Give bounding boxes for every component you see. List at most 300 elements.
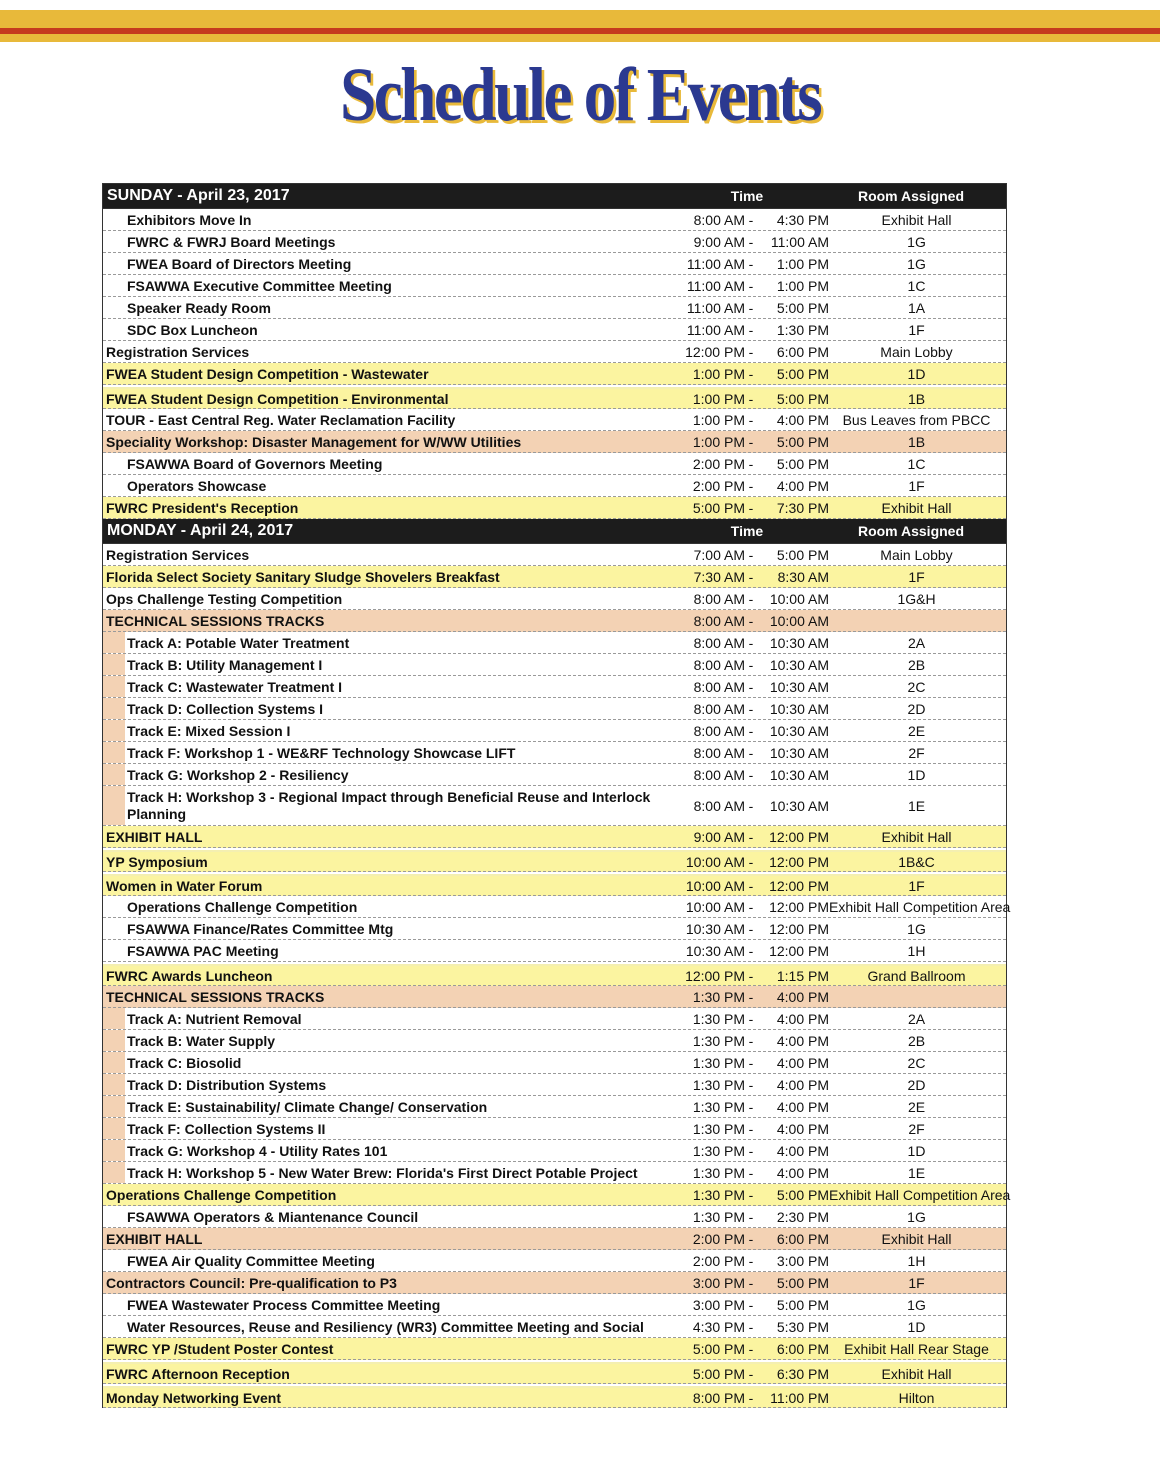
event-row bbox=[103, 253, 1006, 275]
event-start-time: 1:30 PM bbox=[692, 1142, 745, 1159]
time-separator: - bbox=[748, 546, 754, 563]
event-end-time: 12:00 PM bbox=[769, 920, 829, 937]
event-start-time: 8:00 AM bbox=[693, 766, 745, 783]
event-end-time: 4:00 PM bbox=[776, 1054, 829, 1071]
event-start-time: 11:00 AM bbox=[686, 255, 745, 272]
event-room: 2A bbox=[907, 1010, 926, 1027]
event-room: 2D bbox=[907, 700, 926, 717]
event-room: Main Lobby bbox=[880, 546, 953, 563]
event-row bbox=[103, 720, 1006, 742]
event-start-time: 10:00 AM bbox=[685, 898, 745, 915]
day-label: MONDAY - April 24, 2017 bbox=[107, 522, 294, 539]
event-end-time: 4:00 PM bbox=[776, 1142, 829, 1159]
event-row bbox=[103, 363, 1006, 385]
day-label: SUNDAY - April 23, 2017 bbox=[107, 187, 290, 204]
event-start-time: 8:00 AM bbox=[693, 678, 745, 695]
event-end-time: 6:30 PM bbox=[776, 1365, 829, 1382]
event-row bbox=[103, 632, 1006, 654]
event-row bbox=[103, 1386, 1006, 1408]
event-room: Hilton bbox=[898, 1389, 935, 1406]
event-room: 2F bbox=[908, 744, 925, 761]
event-end-time: 4:00 PM bbox=[776, 477, 829, 494]
event-end-time: 11:00 PM bbox=[770, 1389, 829, 1406]
time-separator: - bbox=[748, 1230, 754, 1247]
event-start-time: 1:00 PM bbox=[692, 365, 745, 382]
event-room: 2E bbox=[907, 1098, 926, 1115]
event-room: 2F bbox=[908, 1120, 925, 1137]
event-name: FWRC Awards Luncheon bbox=[106, 967, 273, 984]
event-start-time: 1:30 PM bbox=[692, 1098, 745, 1115]
event-end-time: 10:30 AM bbox=[769, 744, 829, 761]
event-start-time: 1:30 PM bbox=[692, 1076, 745, 1093]
event-row bbox=[103, 1184, 1011, 1206]
event-name: Track B: Water Supply bbox=[127, 1032, 276, 1049]
event-start-time: 12:00 PM bbox=[685, 343, 745, 360]
time-separator: - bbox=[748, 1340, 754, 1357]
event-end-time: 12:00 PM bbox=[769, 828, 829, 845]
event-row bbox=[103, 475, 1006, 497]
event-room: Exhibit Hall bbox=[881, 1230, 952, 1247]
event-end-time: 10:30 AM bbox=[769, 797, 829, 814]
room-column-header: Room Assigned bbox=[857, 523, 965, 539]
schedule-table bbox=[102, 183, 1011, 1408]
event-room: 1D bbox=[907, 365, 926, 382]
time-separator: - bbox=[748, 988, 754, 1005]
event-start-time: 7:00 AM bbox=[693, 546, 745, 563]
event-start-time: 10:30 AM bbox=[685, 920, 745, 937]
event-name: Operations Challenge Competition bbox=[106, 1186, 337, 1203]
event-row bbox=[103, 1140, 1006, 1162]
event-name: SDC Box Luncheon bbox=[127, 321, 258, 338]
event-end-time: 8:30 AM bbox=[777, 568, 829, 585]
event-start-time: 11:00 AM bbox=[686, 299, 745, 316]
event-start-time: 10:00 AM bbox=[685, 853, 745, 870]
time-separator: - bbox=[748, 656, 754, 673]
event-row bbox=[103, 1272, 1006, 1294]
event-end-time: 5:00 PM bbox=[776, 1186, 829, 1203]
event-room: 1D bbox=[907, 1318, 926, 1335]
room-column-header: Room Assigned bbox=[857, 188, 965, 204]
event-start-time: 7:30 AM bbox=[693, 568, 745, 585]
event-end-time: 10:00 AM bbox=[769, 590, 829, 607]
event-room: 1C bbox=[907, 277, 926, 294]
event-room: 1G bbox=[907, 1296, 926, 1313]
time-separator: - bbox=[748, 1296, 754, 1313]
event-name: Track F: Collection Systems II bbox=[127, 1120, 326, 1137]
event-end-time: 1:00 PM bbox=[776, 255, 829, 272]
event-row bbox=[103, 431, 1006, 453]
event-room: 1H bbox=[907, 942, 926, 959]
event-room: 1B&C bbox=[898, 853, 935, 870]
event-start-time: 1:30 PM bbox=[692, 1208, 745, 1225]
event-room: 2D bbox=[907, 1076, 926, 1093]
event-row bbox=[103, 409, 1006, 431]
event-name: EXHIBIT HALL bbox=[106, 828, 203, 845]
event-row bbox=[103, 1206, 1006, 1228]
time-separator: - bbox=[748, 1208, 754, 1225]
time-separator: - bbox=[748, 390, 754, 407]
event-start-time: 8:00 AM bbox=[693, 722, 745, 739]
event-name: Track C: Wastewater Treatment I bbox=[127, 678, 343, 695]
event-name: FWEA Air Quality Committee Meeting bbox=[127, 1252, 375, 1269]
event-name: FWRC YP /Student Poster Contest bbox=[106, 1340, 334, 1357]
event-room: 1D bbox=[907, 1142, 926, 1159]
time-separator: - bbox=[748, 1076, 754, 1093]
event-end-time: 10:30 AM bbox=[769, 678, 829, 695]
event-end-time: 6:00 PM bbox=[776, 1230, 829, 1247]
time-separator: - bbox=[748, 797, 754, 814]
time-separator: - bbox=[748, 477, 754, 494]
time-separator: - bbox=[748, 1252, 754, 1269]
event-row bbox=[103, 453, 1006, 475]
day-header bbox=[103, 184, 1006, 209]
event-name: FWRC & FWRJ Board Meetings bbox=[127, 233, 336, 250]
event-name: TOUR - East Central Reg. Water Reclamation Facility bbox=[106, 411, 456, 428]
event-name: FSAWWA Operators & Miantenance Council bbox=[127, 1208, 419, 1225]
event-row bbox=[103, 1294, 1006, 1316]
event-room: Exhibit Hall Competition Area bbox=[829, 898, 1011, 915]
event-row bbox=[103, 1162, 1006, 1184]
time-separator: - bbox=[748, 277, 754, 294]
event-start-time: 8:00 AM bbox=[693, 797, 745, 814]
event-end-time: 1:30 PM bbox=[776, 321, 829, 338]
event-row bbox=[103, 1118, 1006, 1140]
time-separator: - bbox=[748, 766, 754, 783]
event-start-time: 1:00 PM bbox=[692, 433, 745, 450]
event-name: Contractors Council: Pre-qualification to P3 bbox=[106, 1274, 397, 1291]
event-start-time: 1:00 PM bbox=[692, 390, 745, 407]
time-column-header: Time bbox=[730, 188, 764, 204]
event-end-time: 10:30 AM bbox=[769, 700, 829, 717]
event-row bbox=[103, 297, 1006, 319]
event-end-time: 4:00 PM bbox=[776, 1120, 829, 1137]
event-end-time: 5:00 PM bbox=[776, 455, 829, 472]
event-end-time: 10:30 AM bbox=[769, 766, 829, 783]
event-row bbox=[103, 566, 1006, 588]
event-name: Florida Select Society Sanitary Sludge Shovelers Breakfast bbox=[106, 568, 500, 585]
event-name: Ops Challenge Testing Competition bbox=[106, 590, 343, 607]
event-row bbox=[103, 764, 1006, 786]
event-name: FSAWWA Executive Committee Meeting bbox=[127, 277, 392, 294]
time-separator: - bbox=[748, 828, 754, 845]
event-row bbox=[103, 341, 1006, 363]
event-room: Exhibit Hall Rear Stage bbox=[844, 1340, 989, 1357]
event-end-time: 5:00 PM bbox=[776, 365, 829, 382]
event-start-time: 1:30 PM bbox=[692, 1010, 745, 1027]
event-row bbox=[103, 1052, 1006, 1074]
event-row bbox=[103, 588, 1006, 610]
event-end-time: 6:00 PM bbox=[776, 1340, 829, 1357]
event-name: FWRC Afternoon Reception bbox=[106, 1365, 290, 1382]
event-start-time: 4:30 PM bbox=[692, 1318, 745, 1335]
event-name: FWEA Wastewater Process Committee Meeting bbox=[127, 1296, 441, 1313]
time-separator: - bbox=[748, 678, 754, 695]
event-room: 2B bbox=[907, 1032, 926, 1049]
event-room: 1A bbox=[907, 299, 926, 316]
event-row bbox=[103, 209, 1006, 231]
event-end-time: 5:00 PM bbox=[776, 546, 829, 563]
event-end-time: 10:30 AM bbox=[769, 634, 829, 651]
time-separator: - bbox=[748, 499, 754, 516]
event-room: 2C bbox=[907, 678, 926, 695]
event-end-time: 3:00 PM bbox=[776, 1252, 829, 1269]
event-start-time: 12:00 PM bbox=[685, 967, 745, 984]
event-name: Registration Services bbox=[106, 343, 250, 360]
time-separator: - bbox=[748, 612, 754, 629]
event-name: FWEA Student Design Competition - Wastewater bbox=[106, 365, 429, 382]
event-start-time: 8:00 AM bbox=[693, 211, 745, 228]
event-room: Exhibit Hall Competition Area bbox=[829, 1186, 1011, 1203]
event-start-time: 10:00 AM bbox=[685, 877, 745, 894]
time-separator: - bbox=[748, 299, 754, 316]
event-row bbox=[103, 1250, 1006, 1272]
event-name: TECHNICAL SESSIONS TRACKS bbox=[106, 988, 325, 1005]
event-name: Track H: Workshop 5 - New Water Brew: Florida's First Direct Potable Project bbox=[127, 1164, 638, 1181]
time-separator: - bbox=[748, 233, 754, 250]
event-row bbox=[103, 940, 1006, 962]
event-name: Track C: Biosolid bbox=[127, 1054, 242, 1071]
event-row bbox=[103, 1228, 1006, 1250]
event-start-time: 8:00 AM bbox=[693, 590, 745, 607]
event-name: Speciality Workshop: Disaster Management for W/WW Utilities bbox=[106, 433, 522, 450]
event-end-time: 11:00 AM bbox=[770, 233, 829, 250]
time-separator: - bbox=[748, 634, 754, 651]
event-start-time: 5:00 PM bbox=[692, 1365, 745, 1382]
event-room: 2B bbox=[907, 656, 926, 673]
event-end-time: 5:00 PM bbox=[776, 1274, 829, 1291]
event-room: 1D bbox=[907, 766, 926, 783]
event-start-time: 1:30 PM bbox=[692, 1164, 745, 1181]
event-room: 1B bbox=[907, 433, 926, 450]
event-room: 1B bbox=[907, 390, 926, 407]
event-row bbox=[103, 1362, 1006, 1384]
event-room: Bus Leaves from PBCC bbox=[842, 411, 991, 428]
event-start-time: 1:30 PM bbox=[692, 1054, 745, 1071]
top-gold-band bbox=[0, 10, 1160, 28]
event-room: 1E bbox=[907, 1164, 926, 1181]
event-end-time: 4:30 PM bbox=[776, 211, 829, 228]
event-start-time: 1:30 PM bbox=[692, 1120, 745, 1137]
event-row bbox=[103, 1096, 1006, 1118]
event-row bbox=[103, 231, 1006, 253]
time-separator: - bbox=[748, 455, 754, 472]
time-separator: - bbox=[748, 1274, 754, 1291]
event-name: Track E: Sustainability/ Climate Change/ Conservation bbox=[127, 1098, 488, 1115]
event-end-time: 4:00 PM bbox=[776, 1010, 829, 1027]
event-row bbox=[103, 742, 1006, 764]
event-start-time: 1:30 PM bbox=[692, 988, 745, 1005]
event-end-time: 1:15 PM bbox=[776, 967, 829, 984]
day-header bbox=[103, 519, 1006, 544]
event-row bbox=[103, 698, 1006, 720]
event-end-time: 4:00 PM bbox=[776, 1076, 829, 1093]
event-end-time: 5:00 PM bbox=[776, 299, 829, 316]
event-row bbox=[103, 826, 1006, 848]
event-end-time: 12:00 PM bbox=[769, 898, 829, 915]
event-name: Women in Water Forum bbox=[106, 877, 263, 894]
event-start-time: 1:00 PM bbox=[692, 411, 745, 428]
event-end-time: 4:00 PM bbox=[776, 988, 829, 1005]
event-end-time: 12:00 PM bbox=[769, 877, 829, 894]
event-room: 1F bbox=[908, 321, 925, 338]
event-room: 1F bbox=[908, 877, 925, 894]
event-name: FWEA Student Design Competition - Environmental bbox=[106, 390, 449, 407]
event-start-time: 2:00 PM bbox=[692, 1252, 745, 1269]
event-room: Exhibit Hall bbox=[881, 1365, 952, 1382]
time-separator: - bbox=[748, 1389, 754, 1406]
event-start-time: 5:00 PM bbox=[692, 499, 745, 516]
event-name: FSAWWA PAC Meeting bbox=[127, 942, 279, 959]
time-separator: - bbox=[748, 433, 754, 450]
event-name: FWEA Board of Directors Meeting bbox=[127, 255, 352, 272]
event-name: Track F: Workshop 1 - WE&RF Technology Showcase LIFT bbox=[127, 744, 516, 761]
event-name: Track G: Workshop 2 - Resiliency bbox=[127, 766, 349, 783]
time-separator: - bbox=[748, 722, 754, 739]
event-start-time: 1:30 PM bbox=[692, 1186, 745, 1203]
event-room: 1F bbox=[908, 477, 925, 494]
event-start-time: 9:00 AM bbox=[693, 828, 745, 845]
event-end-time: 12:00 PM bbox=[769, 853, 829, 870]
time-separator: - bbox=[748, 942, 754, 959]
event-end-time: 10:30 AM bbox=[769, 656, 829, 673]
event-end-time: 4:00 PM bbox=[776, 1098, 829, 1115]
event-name: Track H: Workshop 3 - Regional Impact through Beneficial Reuse and Interlock Planning bbox=[127, 788, 651, 822]
top-gold-band-lower bbox=[0, 34, 1160, 42]
time-separator: - bbox=[748, 1164, 754, 1181]
event-row bbox=[103, 544, 1006, 566]
event-start-time: 11:00 AM bbox=[686, 321, 745, 338]
event-name: Water Resources, Reuse and Resiliency (WR3) Committee Meeting and Social bbox=[127, 1318, 644, 1335]
event-start-time: 2:00 PM bbox=[692, 455, 745, 472]
time-separator: - bbox=[748, 1098, 754, 1115]
event-name: Track A: Nutrient Removal bbox=[127, 1010, 302, 1027]
time-separator: - bbox=[748, 700, 754, 717]
time-column-header: Time bbox=[730, 523, 764, 539]
time-separator: - bbox=[748, 877, 754, 894]
event-name: Exhibitors Move In bbox=[127, 211, 252, 228]
event-end-time: 10:30 AM bbox=[769, 722, 829, 739]
time-separator: - bbox=[748, 343, 754, 360]
time-separator: - bbox=[748, 1010, 754, 1027]
event-row bbox=[103, 1030, 1006, 1052]
event-name: Track D: Distribution Systems bbox=[127, 1076, 327, 1093]
event-start-time: 8:00 AM bbox=[693, 744, 745, 761]
event-row bbox=[103, 1316, 1006, 1338]
event-row bbox=[103, 850, 1006, 872]
event-room: 1G bbox=[907, 255, 926, 272]
event-name: Track A: Potable Water Treatment bbox=[127, 634, 350, 651]
event-start-time: 3:00 PM bbox=[692, 1274, 745, 1291]
event-name: FSAWWA Board of Governors Meeting bbox=[127, 455, 383, 472]
event-name: Track D: Collection Systems I bbox=[127, 700, 324, 717]
event-start-time: 8:00 AM bbox=[693, 656, 745, 673]
event-row bbox=[103, 497, 1006, 519]
event-row bbox=[103, 1074, 1006, 1096]
event-room: 1F bbox=[908, 1274, 925, 1291]
event-end-time: 10:00 AM bbox=[769, 612, 829, 629]
event-name: Monday Networking Event bbox=[106, 1389, 282, 1406]
time-separator: - bbox=[748, 1054, 754, 1071]
event-end-time: 5:30 PM bbox=[776, 1318, 829, 1335]
event-start-time: 2:00 PM bbox=[692, 477, 745, 494]
event-name: Registration Services bbox=[106, 546, 250, 563]
event-end-time: 4:00 PM bbox=[776, 1164, 829, 1181]
event-row bbox=[103, 1008, 1006, 1030]
event-start-time: 5:00 PM bbox=[692, 1340, 745, 1357]
time-separator: - bbox=[748, 590, 754, 607]
time-separator: - bbox=[748, 1142, 754, 1159]
event-room: Exhibit Hall bbox=[881, 211, 952, 228]
event-end-time: 4:00 PM bbox=[776, 1032, 829, 1049]
event-room: 1G bbox=[907, 1208, 926, 1225]
event-room: 1G&H bbox=[897, 590, 936, 607]
time-separator: - bbox=[748, 365, 754, 382]
event-room: Main Lobby bbox=[880, 343, 953, 360]
time-separator: - bbox=[748, 1186, 754, 1203]
event-room: 2E bbox=[907, 722, 926, 739]
event-room: Exhibit Hall bbox=[881, 499, 952, 516]
event-start-time: 8:00 AM bbox=[693, 700, 745, 717]
event-room: 1G bbox=[907, 233, 926, 250]
event-name: Operators Showcase bbox=[127, 477, 267, 494]
time-separator: - bbox=[748, 321, 754, 338]
event-name: Track E: Mixed Session I bbox=[127, 722, 291, 739]
time-separator: - bbox=[748, 853, 754, 870]
event-start-time: 9:00 AM bbox=[693, 233, 745, 250]
event-end-time: 5:00 PM bbox=[776, 433, 829, 450]
event-end-time: 2:30 PM bbox=[776, 1208, 829, 1225]
time-separator: - bbox=[748, 1120, 754, 1137]
event-room: 2C bbox=[907, 1054, 926, 1071]
event-name: TECHNICAL SESSIONS TRACKS bbox=[106, 612, 325, 629]
time-separator: - bbox=[748, 411, 754, 428]
event-room: 1C bbox=[907, 455, 926, 472]
event-row bbox=[103, 1338, 1006, 1360]
event-room: 1E bbox=[907, 797, 926, 814]
event-start-time: 1:30 PM bbox=[692, 1032, 745, 1049]
event-row bbox=[103, 986, 1006, 1008]
event-start-time: 3:00 PM bbox=[692, 1296, 745, 1313]
event-end-time: 12:00 PM bbox=[769, 942, 829, 959]
event-row bbox=[103, 387, 1006, 409]
event-name: FWRC President's Reception bbox=[106, 499, 299, 516]
event-name: Operations Challenge Competition bbox=[127, 898, 358, 915]
time-separator: - bbox=[748, 1032, 754, 1049]
event-room: 1F bbox=[908, 568, 925, 585]
event-row bbox=[103, 786, 1006, 826]
time-separator: - bbox=[748, 1365, 754, 1382]
event-room: Grand Ballroom bbox=[867, 967, 966, 984]
event-start-time: 10:30 AM bbox=[685, 942, 745, 959]
event-row bbox=[103, 874, 1006, 896]
event-name: Track G: Workshop 4 - Utility Rates 101 bbox=[127, 1142, 388, 1159]
event-row bbox=[103, 654, 1006, 676]
event-name: FSAWWA Finance/Rates Committee Mtg bbox=[127, 920, 394, 937]
event-row bbox=[103, 676, 1006, 698]
event-room: 2A bbox=[907, 634, 926, 651]
event-row bbox=[103, 319, 1006, 341]
time-separator: - bbox=[748, 1318, 754, 1335]
page-title: Schedule of Events bbox=[339, 53, 821, 137]
event-end-time: 5:00 PM bbox=[776, 390, 829, 407]
event-name: Track B: Utility Management I bbox=[127, 656, 323, 673]
event-row bbox=[103, 275, 1006, 297]
event-row bbox=[103, 610, 1006, 632]
event-end-time: 7:30 PM bbox=[776, 499, 829, 516]
time-separator: - bbox=[748, 898, 754, 915]
time-separator: - bbox=[748, 920, 754, 937]
event-end-time: 5:00 PM bbox=[776, 1296, 829, 1313]
